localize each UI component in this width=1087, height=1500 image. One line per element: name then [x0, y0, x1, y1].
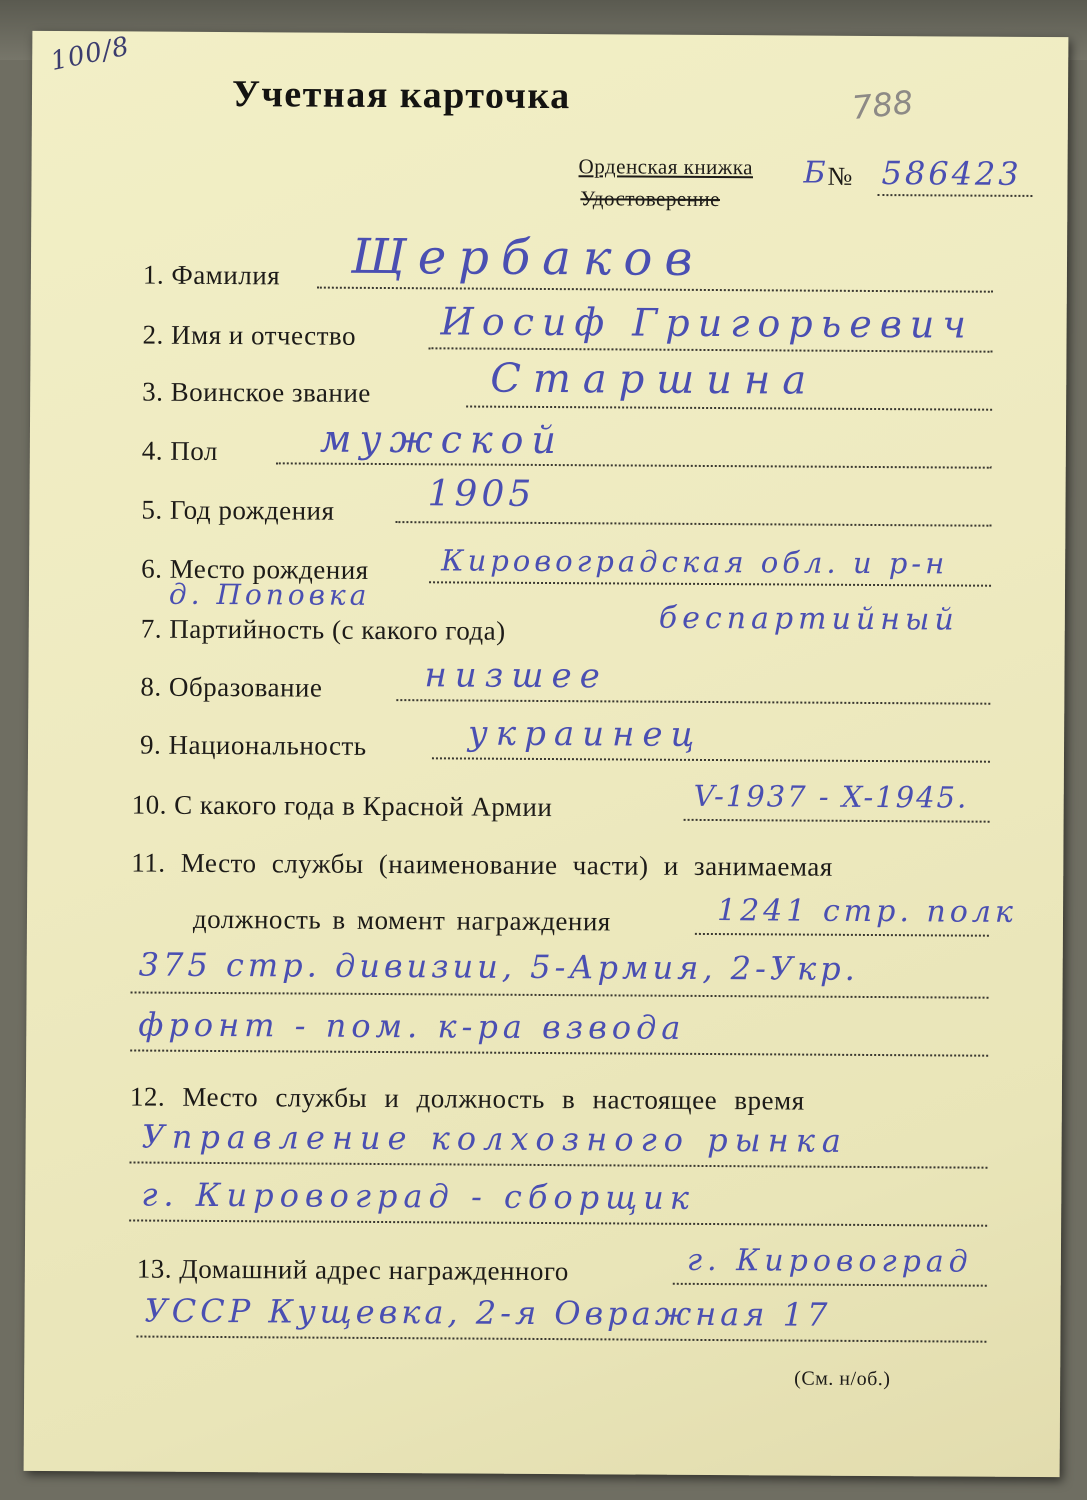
- field-service-place-value-2: 375 стр. дивизии, 5-Армия, 2-Укр.: [138, 945, 859, 988]
- field-birthplace-value-2: д. Поповка: [168, 577, 371, 612]
- field-home-address-label: 13. Домашний адрес награжденного: [136, 1253, 569, 1287]
- field-rank-line: [466, 406, 992, 411]
- field-birth-year-line: [395, 521, 991, 527]
- field-education-line: [396, 699, 990, 705]
- field-name-value: Иосиф Григорьевич: [440, 299, 975, 347]
- field-service-place-label-1: 11. Место службы (наименование части) и занимаемая: [131, 847, 833, 882]
- field-party-value: беспартийный: [658, 600, 959, 638]
- pencil-mark: 788: [850, 83, 915, 127]
- field-service-place-value: 1241 стр. полк: [716, 893, 1017, 930]
- field-name-label: 2. Имя и отчество: [142, 319, 357, 351]
- field-current-service-line-2: [129, 1219, 987, 1226]
- field-home-address-line-1: [673, 1283, 987, 1287]
- field-current-service-value: Управление колхозного рынка: [141, 1117, 849, 1160]
- field-sex-line: [276, 462, 992, 468]
- field-birth-year-value: 1905: [427, 473, 536, 515]
- field-nationality-label: 9. Национальность: [139, 729, 367, 761]
- order-number: 586423: [881, 154, 1022, 193]
- field-nationality-value: украинец: [468, 713, 703, 755]
- field-home-address-value: г. Кировоград: [686, 1242, 973, 1280]
- field-birthplace-label: 6. Место рождения: [141, 553, 369, 585]
- field-current-service-label: 12. Место службы и должность в настоящее время: [129, 1081, 805, 1116]
- field-army-since-line: [684, 819, 990, 823]
- field-surname-line: [317, 287, 993, 293]
- field-birthplace-line: [429, 581, 991, 586]
- number-line: [877, 194, 1032, 197]
- continuation-note: (См. н/об.): [794, 1367, 891, 1391]
- field-home-address-value-2: УССР Кущевка, 2-я Овражная 17: [144, 1291, 832, 1334]
- field-sex-label: 4. Пол: [141, 435, 219, 466]
- field-service-place-line-2: [131, 991, 989, 998]
- card-title: Учетная карточка: [231, 73, 571, 118]
- field-surname-value: Щербаков: [350, 228, 705, 287]
- order-series: Б: [803, 155, 826, 191]
- field-service-place-value-3: фронт - пом. к-ра взвода: [138, 1005, 686, 1047]
- field-nationality-line: [432, 757, 990, 762]
- field-birthplace-value: Кировоградская обл. и р-н: [441, 543, 949, 581]
- certificate-label: Удостоверение: [580, 186, 721, 212]
- archive-mark: 100/8: [48, 31, 133, 77]
- field-army-since-value: V-1937 - X-1945.: [693, 778, 969, 815]
- field-rank-label: 3. Воинское звание: [142, 376, 371, 408]
- field-army-since-label: 10. С какого года в Красной Армии: [131, 789, 553, 823]
- field-rank-value: Старшина: [490, 355, 819, 404]
- field-birth-year-label: 5. Год рождения: [141, 494, 335, 526]
- field-current-service-line-1: [129, 1161, 987, 1168]
- field-service-place-label-2: должность в момент награждения: [192, 903, 611, 937]
- number-sign: №: [827, 161, 853, 191]
- field-current-service-value-2: г. Кировоград - сборщик: [141, 1175, 696, 1217]
- field-surname-label: 1. Фамилия: [142, 259, 281, 291]
- order-book-label: Орденская книжка: [578, 154, 754, 180]
- registration-card: [24, 31, 1069, 1477]
- field-party-label: 7. Партийность (с какого года): [140, 613, 506, 646]
- field-education-value: низшее: [424, 655, 608, 697]
- field-home-address-line-2: [136, 1336, 986, 1343]
- field-sex-value: мужской: [319, 416, 565, 463]
- field-education-label: 8. Образование: [140, 671, 323, 703]
- field-service-place-line-1: [695, 933, 989, 937]
- field-name-line: [428, 347, 992, 352]
- field-service-place-line-3: [130, 1049, 988, 1056]
